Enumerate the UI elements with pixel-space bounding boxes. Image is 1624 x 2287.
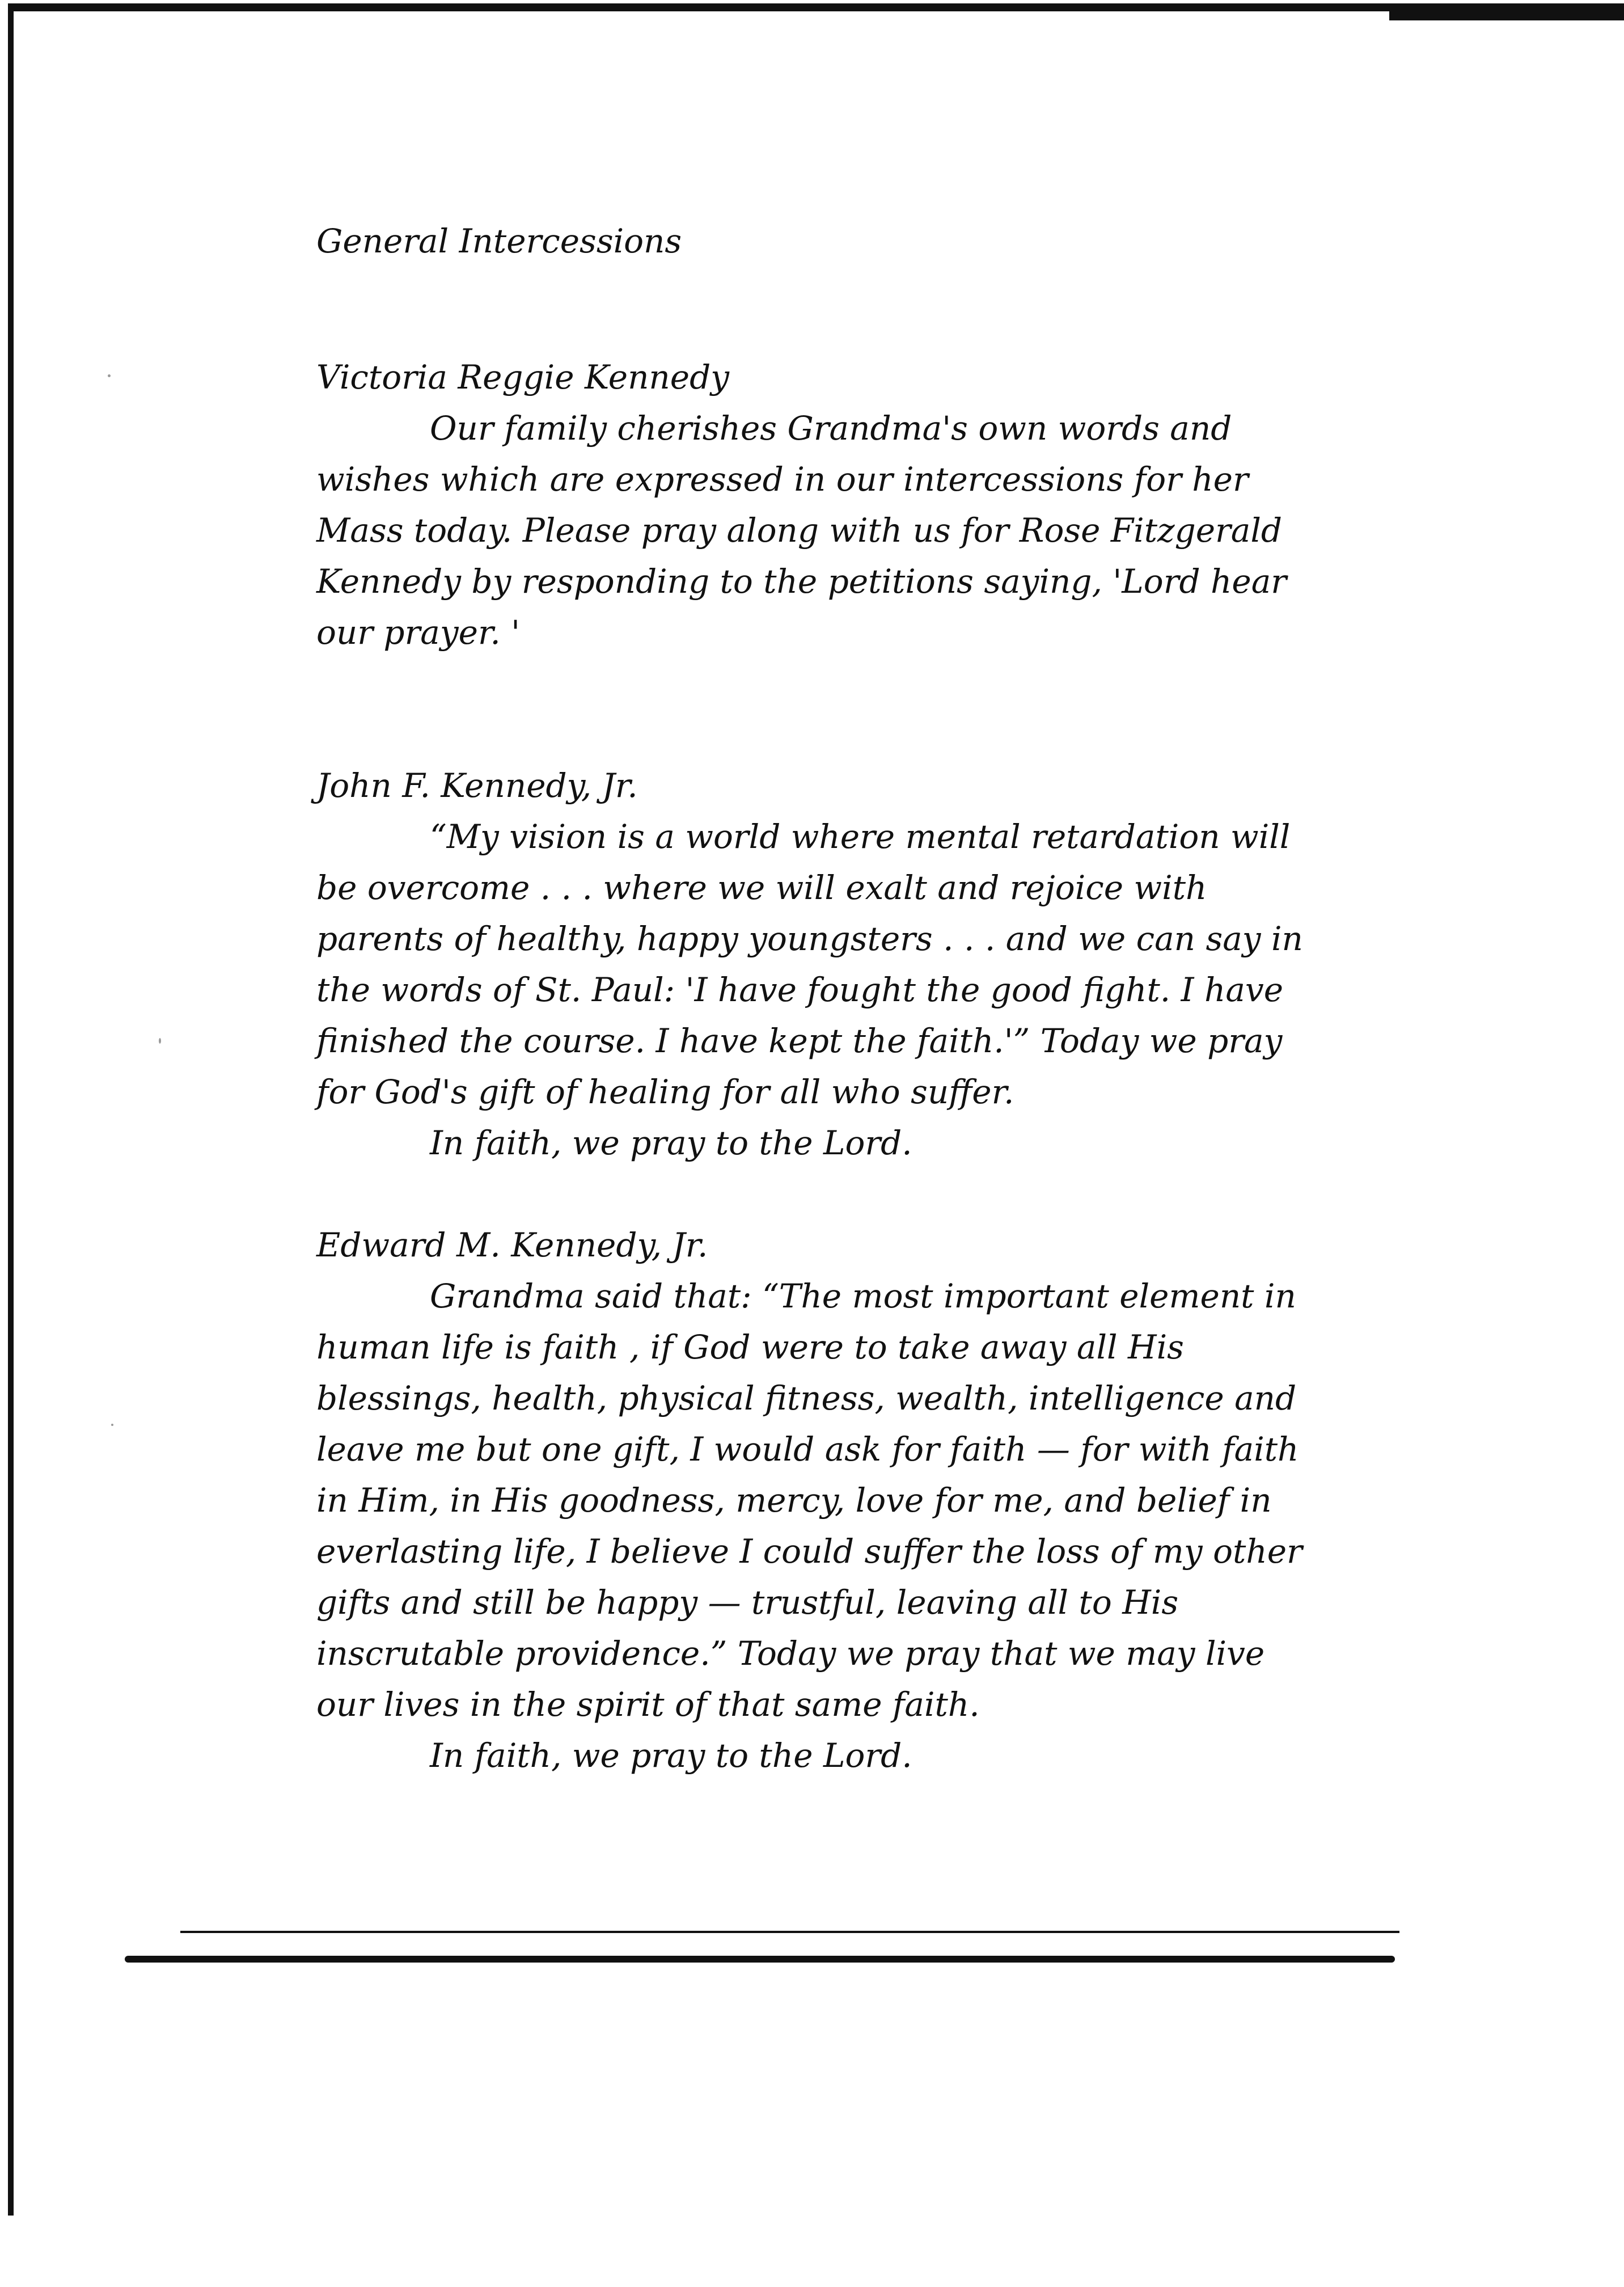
speaker-name: Edward M. Kennedy, Jr. [316,1226,708,1264]
speaker-name: Victoria Reggie Kennedy [316,358,730,396]
intercession-edward [316,1220,1303,1781]
footer-rule-thin [180,1931,1399,1933]
scan-speck [108,374,111,377]
intercession-text: Grandma said that: “The most important element in human life is faith , if God were to take away all His blessings, health, physical fitness, wealth, intelligence and leave me but one gift, I would ask for faith — for with faith in Him, in His goodness, mercy, love for me, and belief in everlasting life, I believe I could suffer the loss of my other gifts and still be happy — trustful, leaving all to His inscrutable providence.” Today we pray that we may live our lives in the spirit of that same faith. [316,1277,1302,1724]
intercessions-page [316,216,1303,1781]
response-line: In faith, we pray to the Lord. [430,1124,912,1162]
scan-border-top-right [1389,3,1624,20]
scan-speck [111,1424,113,1426]
footer-rule-thick [125,1956,1395,1963]
scan-border-top [11,3,1624,11]
page-title: General Intercessions [316,222,682,260]
intercession-text: Our family cherishes Grandma's own words and wishes which are expressed in our intercessions for her Mass today. Please pray along with us for Rose Fitzgerald Kennedy by responding to the petitions saying, 'Lord hear our prayer. ' [316,409,1287,652]
intercession-john [316,760,1303,1168]
scan-border-left [8,3,14,2216]
response-line: In faith, we pray to the Lord. [430,1736,912,1775]
scan-speck [159,1038,161,1044]
speaker-name: John F. Kennedy, Jr. [316,766,638,805]
intercession-victoria [316,352,1303,658]
intercession-text: “My vision is a world where mental retardation will be overcome . . . where we will exalt and rejoice with parents of healthy, happy youngsters . . . and we can say in the words of St. Paul: 'I have fought the good fight. I have finished the course. I have kept the faith.'” Today we pray for God's gift of healing for all who suffer. [316,817,1303,1111]
